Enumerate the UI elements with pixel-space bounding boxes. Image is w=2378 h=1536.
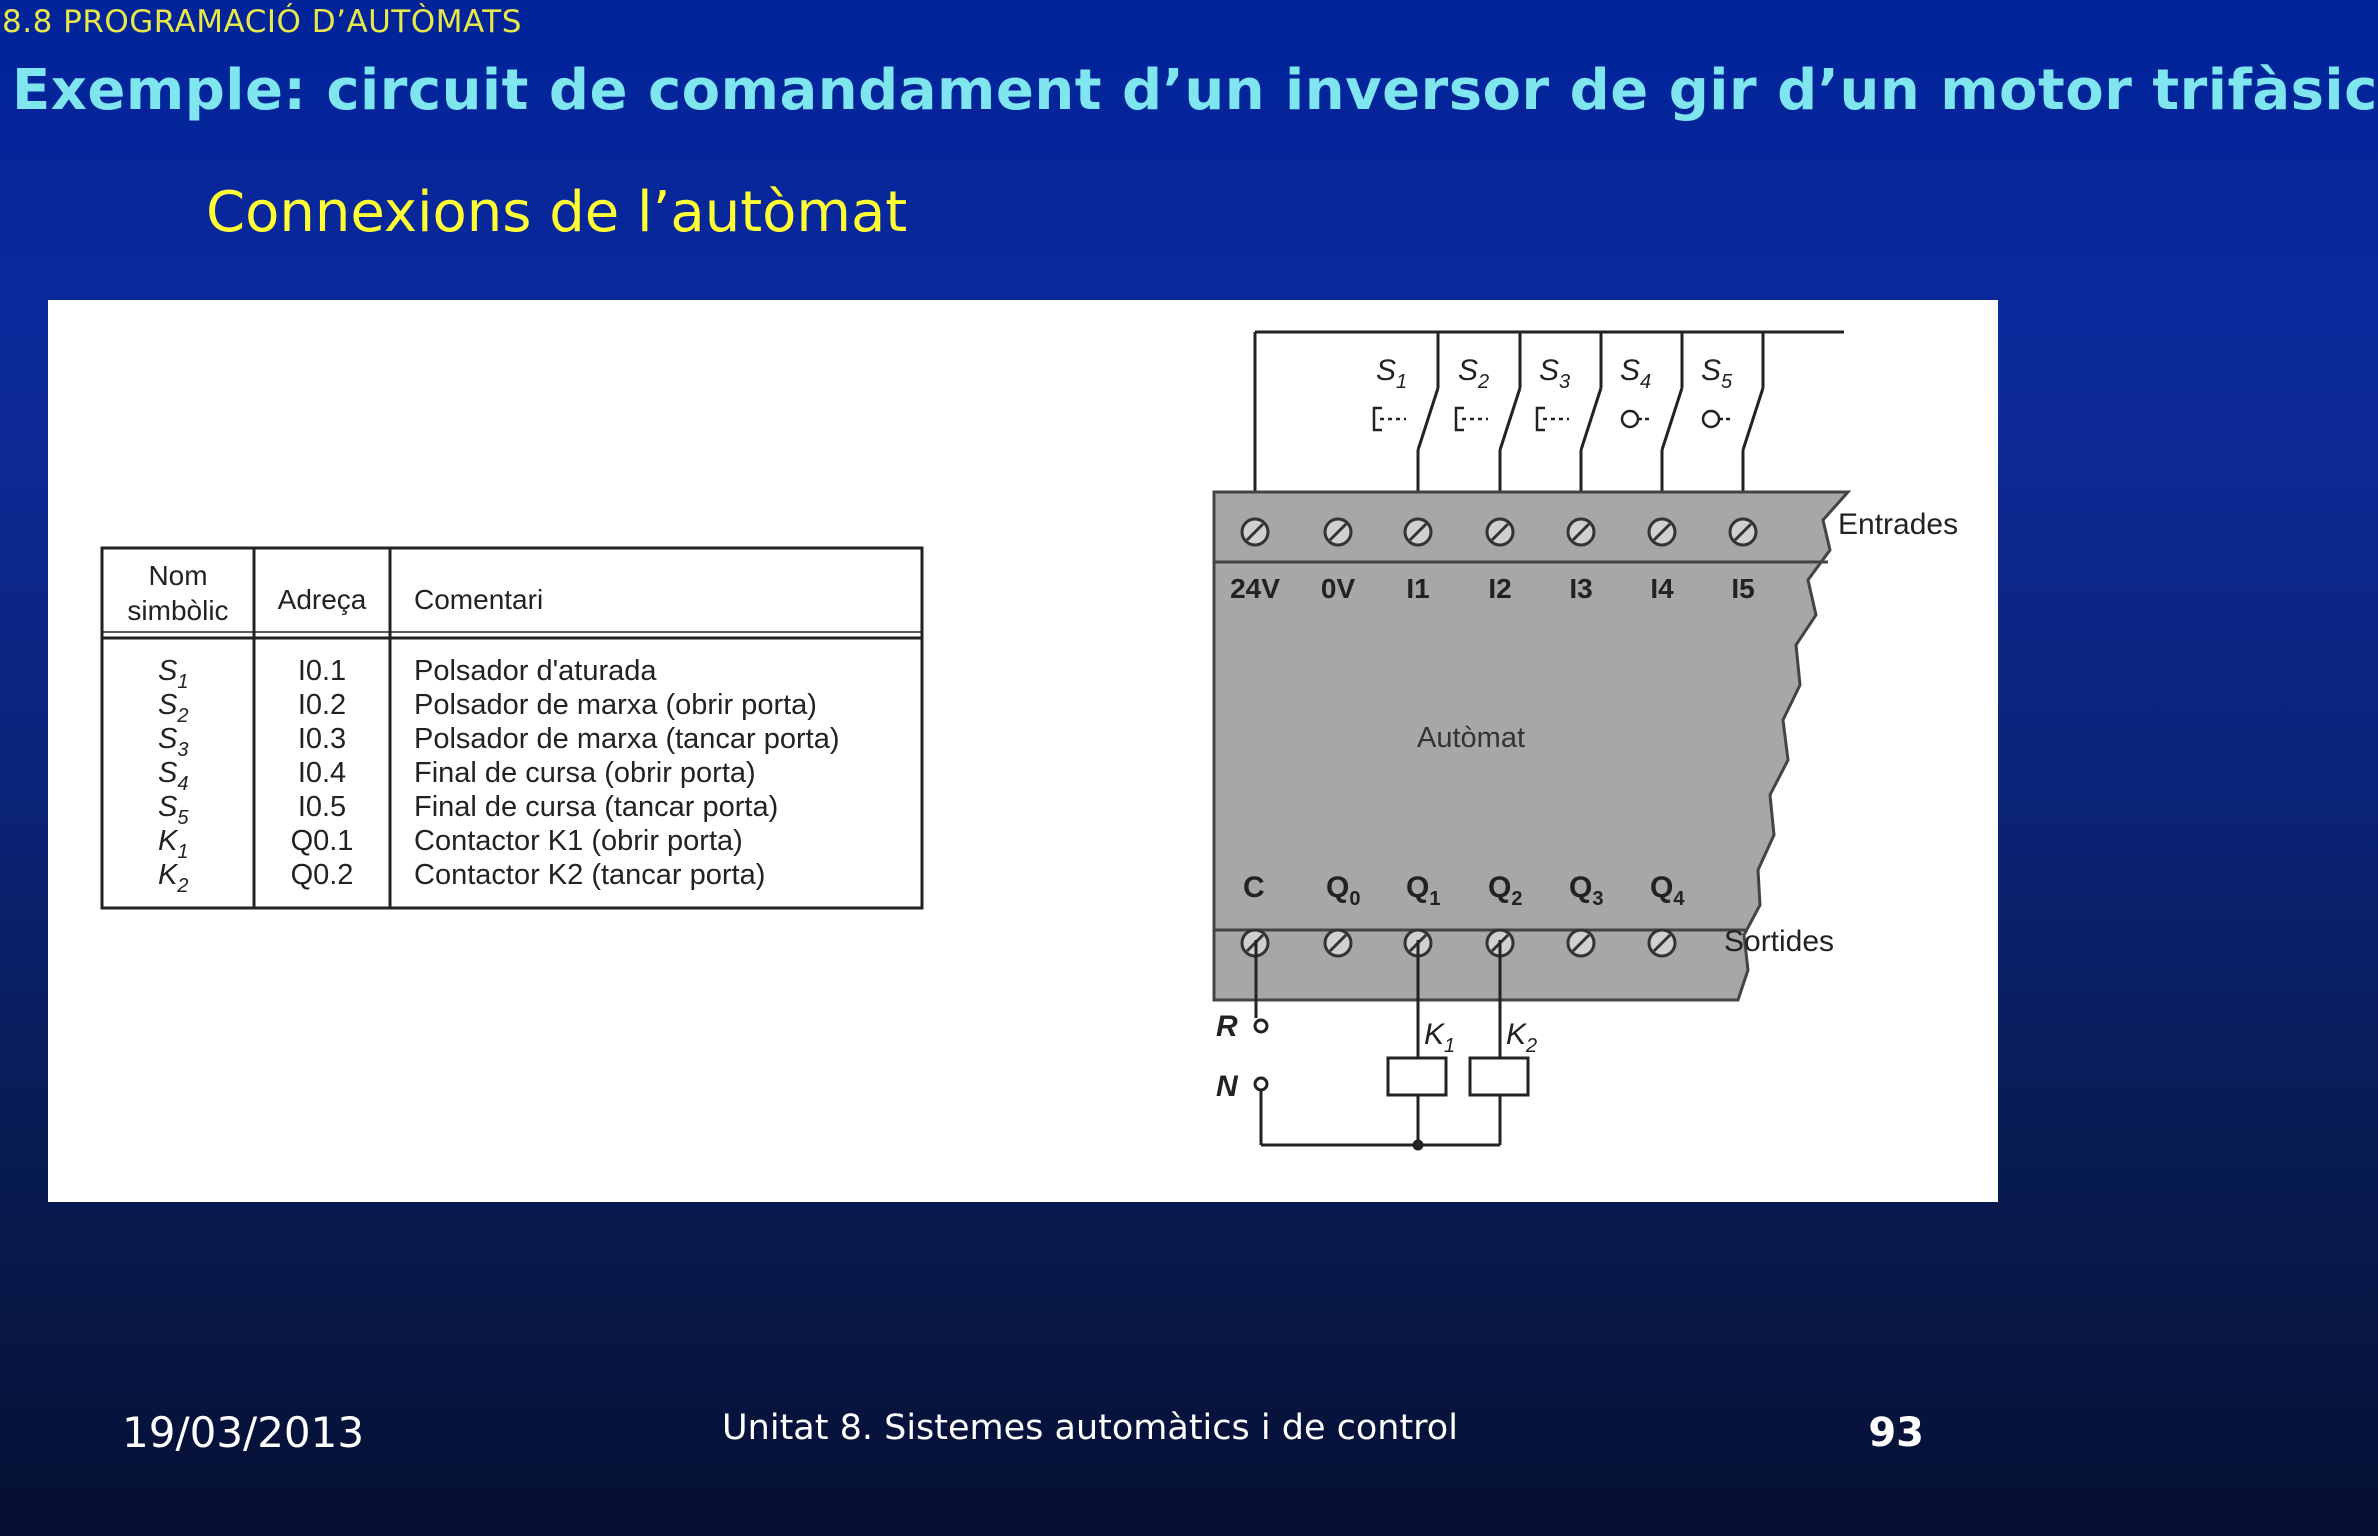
section-label: 8.8 PROGRAMACIÓ D’AUTÒMATS bbox=[2, 4, 522, 40]
row-address: Q0.2 bbox=[290, 859, 354, 891]
screw-terminal bbox=[1487, 519, 1513, 545]
plc-diagram bbox=[1214, 332, 1958, 1149]
screw-terminal bbox=[1568, 930, 1594, 956]
figure-canvas bbox=[48, 300, 1998, 1202]
output-label-sub: 0 bbox=[1349, 888, 1361, 910]
row-symbol-main: K bbox=[158, 825, 178, 857]
row-symbol-main: S bbox=[158, 689, 178, 721]
row-comment: Final de cursa (tancar porta) bbox=[414, 791, 779, 823]
switch-label-sub: 3 bbox=[1559, 371, 1571, 393]
row-symbol-sub: 5 bbox=[177, 807, 189, 829]
content-panel bbox=[48, 300, 1998, 1202]
output-label bbox=[1243, 871, 1265, 904]
table-rows bbox=[158, 655, 840, 897]
coil-labels bbox=[1424, 1018, 1537, 1057]
switch-label-sub: 2 bbox=[1478, 371, 1490, 393]
output-label-sub: 4 bbox=[1673, 888, 1685, 910]
page-number: 93 bbox=[1868, 1410, 1924, 1456]
output-label-main: Q bbox=[1488, 871, 1512, 904]
input-label: I5 bbox=[1731, 573, 1755, 604]
switch-label bbox=[1376, 354, 1407, 393]
screw-terminal bbox=[1242, 519, 1268, 545]
row-symbol-sub: 3 bbox=[177, 739, 189, 761]
switch-label-main: S bbox=[1458, 354, 1479, 387]
coil-label-sub: 2 bbox=[1526, 1035, 1538, 1057]
footer-center-text: Unitat 8. Sistemes automàtics i de control bbox=[722, 1408, 1458, 1448]
row-symbol bbox=[158, 655, 188, 693]
table-row bbox=[158, 791, 778, 829]
inputs-label: Entrades bbox=[1838, 508, 1959, 541]
output-label-sub: 1 bbox=[1429, 888, 1441, 910]
row-symbol bbox=[158, 791, 189, 829]
table-row bbox=[158, 757, 756, 795]
row-address: Q0.1 bbox=[290, 825, 354, 857]
coil-label-main: K bbox=[1424, 1018, 1445, 1051]
row-comment: Contactor K1 (obrir porta) bbox=[414, 825, 743, 857]
device-label: Autòmat bbox=[1417, 722, 1525, 754]
input-label: I4 bbox=[1650, 573, 1674, 604]
screw-terminal bbox=[1730, 519, 1756, 545]
supply-n-label: N bbox=[1216, 1070, 1238, 1103]
switch-label bbox=[1620, 354, 1651, 393]
plc-body bbox=[1214, 492, 1848, 1000]
coil-label bbox=[1506, 1018, 1537, 1057]
screw-terminal bbox=[1325, 519, 1351, 545]
row-symbol-main: S bbox=[158, 723, 178, 755]
row-symbol-main: K bbox=[158, 859, 178, 891]
switch-label-sub: 4 bbox=[1640, 371, 1652, 393]
row-symbol-sub: 2 bbox=[177, 875, 189, 897]
switch-label-main: S bbox=[1376, 354, 1397, 387]
row-symbol bbox=[158, 825, 188, 863]
header-comment: Comentari bbox=[414, 584, 544, 615]
row-symbol-main: S bbox=[158, 757, 178, 789]
coil-label bbox=[1424, 1018, 1455, 1057]
row-comment: Polsador d'aturada bbox=[414, 655, 657, 687]
row-address: I0.4 bbox=[297, 757, 347, 789]
row-symbol-main: S bbox=[158, 791, 178, 823]
row-symbol bbox=[158, 859, 188, 897]
output-label-main: Q bbox=[1569, 871, 1593, 904]
header-address: Adreça bbox=[277, 584, 367, 615]
table-row bbox=[158, 825, 743, 863]
slide-title: Exemple: circuit de comandament d’un inversor de gir d’un motor trifàsic bbox=[12, 58, 2378, 123]
row-comment: Polsador de marxa (obrir porta) bbox=[414, 689, 817, 721]
row-address: I0.2 bbox=[297, 689, 347, 721]
row-address: I0.1 bbox=[297, 655, 347, 687]
coil-label-sub: 1 bbox=[1444, 1035, 1456, 1057]
supply-r-label: R bbox=[1216, 1010, 1238, 1043]
row-address: I0.3 bbox=[297, 723, 347, 755]
input-label: 0V bbox=[1320, 573, 1356, 604]
output-label-main: Q bbox=[1650, 871, 1674, 904]
switch-label bbox=[1701, 354, 1733, 393]
slide-subtitle: Connexions de l’autòmat bbox=[206, 180, 908, 245]
switch-label bbox=[1458, 354, 1489, 393]
screw-terminal bbox=[1649, 930, 1675, 956]
screw-terminal bbox=[1405, 519, 1431, 545]
switch-label-main: S bbox=[1701, 354, 1722, 387]
coil-label-main: K bbox=[1506, 1018, 1527, 1051]
row-comment: Final de cursa (obrir porta) bbox=[414, 757, 756, 789]
input-label: 24V bbox=[1230, 573, 1280, 604]
row-symbol-sub: 1 bbox=[177, 841, 189, 863]
screw-terminal bbox=[1649, 519, 1675, 545]
input-label: I2 bbox=[1488, 573, 1512, 604]
input-label: I3 bbox=[1569, 573, 1593, 604]
output-label-main: C bbox=[1243, 871, 1265, 904]
row-symbol bbox=[158, 757, 188, 795]
output-label-sub: 3 bbox=[1592, 888, 1604, 910]
row-comment: Polsador de marxa (tancar porta) bbox=[414, 723, 840, 755]
supply-labels bbox=[1216, 1010, 1239, 1103]
row-symbol-sub: 1 bbox=[177, 671, 189, 693]
outputs-label: Sortides bbox=[1724, 925, 1835, 958]
input-label: I1 bbox=[1406, 573, 1430, 604]
table-row bbox=[158, 723, 840, 761]
table-row bbox=[158, 655, 657, 693]
row-symbol bbox=[158, 723, 188, 761]
switch-label-sub: 1 bbox=[1396, 371, 1408, 393]
switch-label-sub: 5 bbox=[1721, 371, 1733, 393]
row-symbol-sub: 2 bbox=[177, 705, 189, 727]
row-symbol-main: S bbox=[158, 655, 178, 687]
header-symbol-line1: Nom bbox=[148, 560, 208, 591]
table-row bbox=[158, 859, 765, 897]
row-symbol-sub: 4 bbox=[177, 773, 189, 795]
switch-label-main: S bbox=[1620, 354, 1641, 387]
row-symbol bbox=[158, 689, 188, 727]
table-row bbox=[158, 689, 817, 727]
switch-label-main: S bbox=[1539, 354, 1560, 387]
output-label-main: Q bbox=[1406, 871, 1430, 904]
screw-terminal bbox=[1568, 519, 1594, 545]
output-label-main: Q bbox=[1326, 871, 1350, 904]
table-header bbox=[127, 560, 543, 626]
output-label-sub: 2 bbox=[1511, 888, 1523, 910]
switch-label bbox=[1539, 354, 1570, 393]
row-comment: Contactor K2 (tancar porta) bbox=[414, 859, 766, 891]
row-address: I0.5 bbox=[297, 791, 347, 823]
footer-date: 19/03/2013 bbox=[122, 1408, 365, 1457]
header-symbol-line2: simbòlic bbox=[127, 595, 229, 626]
screw-terminal bbox=[1325, 930, 1351, 956]
